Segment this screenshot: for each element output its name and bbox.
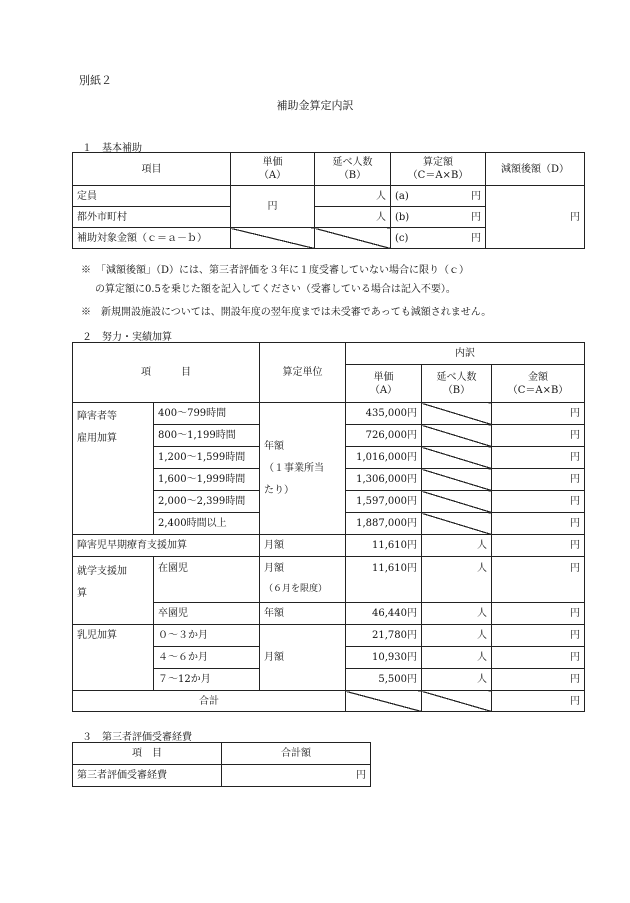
unit-price: 11,610円 [346, 535, 422, 557]
diagonal-cell [422, 447, 492, 469]
school-unit: 月額 （６月を限度） [260, 557, 346, 603]
row-label: 定員 [73, 186, 231, 207]
header-item: 項目 [73, 153, 231, 186]
row-label: 都外市町村 [73, 207, 231, 228]
persons-cell: 人 [422, 535, 492, 557]
amount-yen: 円 [492, 469, 585, 491]
infant-sub: ０～３か月 [154, 625, 260, 647]
evaluation-cost-yen: 円 [222, 765, 371, 787]
unit-price: 11,610円 [346, 557, 422, 603]
persons-cell: 人 [422, 603, 492, 625]
note-1: ※ 「減額後額」（D）には、第三者評価を３年に１度受審していない場合に限り（ｃ） [81, 265, 470, 276]
header-reduced: 減額後額（D） [486, 153, 585, 186]
amount-yen: 円 [492, 425, 585, 447]
persons-cell: 人 [422, 669, 492, 691]
unit-price: 1,887,000円 [346, 513, 422, 535]
header-calc-unit: 算定単位 [260, 343, 346, 403]
attachment-label: 別紙２ [79, 74, 112, 87]
amount-yen: 円 [492, 447, 585, 469]
early-support-unit: 月額 [260, 535, 346, 557]
header-unit-price: 単価 （A） [346, 365, 422, 403]
basic-subsidy-table [72, 152, 585, 249]
amount-yen: 円 [492, 513, 585, 535]
employment-range: 1,600～1,999時間 [154, 469, 260, 491]
section1-heading: １ 基本補助 [82, 143, 142, 154]
diagonal-cell [422, 469, 492, 491]
diagonal-cell [422, 491, 492, 513]
unit-price: 5,500円 [346, 669, 422, 691]
diagonal-cell [422, 403, 492, 425]
total-label: 合計 [73, 691, 346, 712]
header-item: 項 目 [73, 343, 260, 403]
unit-price-cell: 円 [231, 186, 315, 228]
amount-yen: 円 [492, 557, 585, 603]
amount-yen: 円 [492, 491, 585, 513]
employment-range: 800～1,199時間 [154, 425, 260, 447]
total-yen: 円 [492, 691, 585, 712]
row-label: 補助対象金額（ｃ＝ａ－ｂ） [73, 228, 231, 249]
school-unit: 年額 [260, 603, 346, 625]
unit-price: 46,440円 [346, 603, 422, 625]
persons-cell: 人 [315, 186, 391, 207]
header-persons: 延べ人数 （B） [315, 153, 391, 186]
employment-range: 2,400時間以上 [154, 513, 260, 535]
persons-cell: 人 [422, 625, 492, 647]
reduced-cell: 円 [486, 186, 585, 249]
infant-sub: ７～12か月 [154, 669, 260, 691]
unit-price: 1,306,000円 [346, 469, 422, 491]
section2-heading: ２ 努力・実績加算 [82, 332, 172, 343]
diagonal-cell [315, 228, 391, 249]
unit-price: 1,597,000円 [346, 491, 422, 513]
diagonal-cell [346, 691, 422, 712]
school-label: 就学支援加 算 [73, 557, 154, 625]
infant-label: 乳児加算 [73, 625, 154, 691]
note-2: ※ 新規開設施設については、開設年度の翌年度までは未受審であっても減額されません。 [81, 307, 492, 318]
header-item: 項 目 [73, 743, 222, 765]
section3-heading: ３ 第三者評価受審経費 [82, 732, 192, 743]
early-support-label: 障害児早期療育支援加算 [73, 535, 260, 557]
note-1-cont: の算定額に0.5を乗じた額を記入してください（受審している場合は記入不要）。 [95, 284, 456, 295]
infant-unit: 月額 [260, 625, 346, 691]
header-breakdown: 内訳 [346, 343, 585, 365]
school-sub: 在園児 [154, 557, 260, 603]
header-amount: 金額 （C＝A×B） [492, 365, 585, 403]
page-title: 補助金算定内訳 [276, 99, 354, 112]
diagonal-cell [231, 228, 315, 249]
employment-range: 400～799時間 [154, 403, 260, 425]
unit-price: 1,016,000円 [346, 447, 422, 469]
unit-price: 10,930円 [346, 647, 422, 669]
header-total: 合計額 [222, 743, 371, 765]
amount-cell: (b) 円 [391, 207, 486, 228]
evaluation-cost-label: 第三者評価受審経費 [73, 765, 222, 787]
amount-yen: 円 [492, 403, 585, 425]
persons-cell: 人 [422, 647, 492, 669]
employment-label: 障害者等 雇用加算 [73, 403, 154, 535]
persons-cell: 人 [422, 557, 492, 603]
amount-yen: 円 [492, 669, 585, 691]
amount-yen: 円 [492, 647, 585, 669]
amount-yen: 円 [492, 603, 585, 625]
infant-sub: ４～６か月 [154, 647, 260, 669]
unit-price: 21,780円 [346, 625, 422, 647]
diagonal-cell [422, 691, 492, 712]
employment-range: 2,000～2,399時間 [154, 491, 260, 513]
amount-yen: 円 [492, 625, 585, 647]
amount-yen: 円 [492, 535, 585, 557]
diagonal-cell [422, 513, 492, 535]
diagonal-cell [422, 425, 492, 447]
unit-price: 726,000円 [346, 425, 422, 447]
employment-range: 1,200～1,599時間 [154, 447, 260, 469]
school-sub: 卒園児 [154, 603, 260, 625]
persons-cell: 人 [315, 207, 391, 228]
header-persons: 延べ人数 （B） [422, 365, 492, 403]
amount-cell: (c) 円 [391, 228, 486, 249]
amount-cell: (a) 円 [391, 186, 486, 207]
employment-unit: 年額 （１事業所当 たり） [260, 403, 346, 535]
performance-addition-table [72, 342, 585, 712]
header-amount: 算定額 （C＝A×B） [391, 153, 486, 186]
unit-price: 435,000円 [346, 403, 422, 425]
header-unit-price: 単価 （A） [231, 153, 315, 186]
evaluation-cost-table [72, 742, 371, 787]
